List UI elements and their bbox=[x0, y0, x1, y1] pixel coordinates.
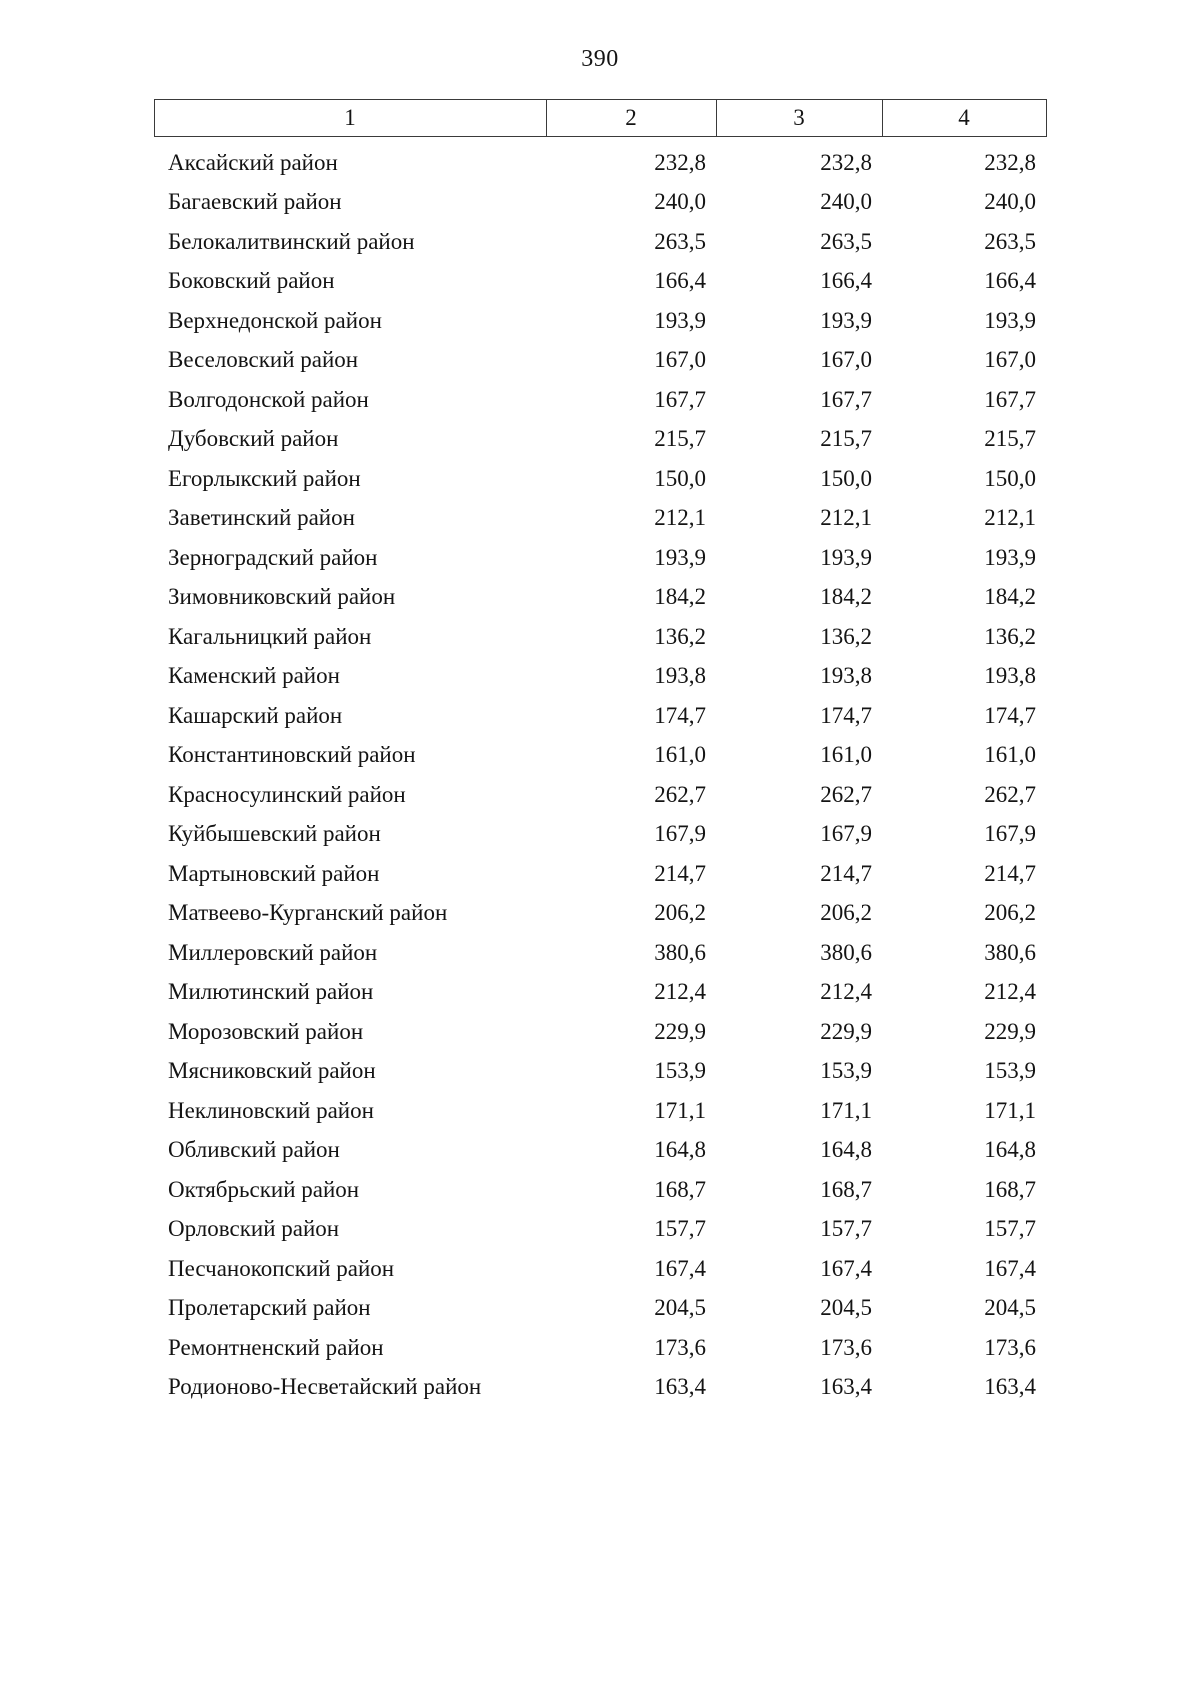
value-cell: 184,2 bbox=[984, 584, 1036, 610]
page-number: 390 bbox=[581, 46, 619, 72]
value-cell: 212,1 bbox=[654, 505, 706, 531]
value-cell: 193,9 bbox=[820, 544, 872, 570]
value-cell: 214,7 bbox=[984, 860, 1036, 886]
value-cell: 184,2 bbox=[654, 584, 706, 610]
districts-table bbox=[154, 99, 1047, 1407]
table-header bbox=[154, 100, 1046, 137]
value-cell: 232,8 bbox=[820, 149, 872, 175]
district-name: Белокалитвинский район bbox=[168, 228, 415, 254]
value-cell: 167,7 bbox=[984, 386, 1036, 412]
value-cell: 167,0 bbox=[654, 347, 706, 373]
value-cell: 166,4 bbox=[984, 268, 1036, 294]
table-row bbox=[154, 420, 1046, 460]
value-cell: 166,4 bbox=[820, 268, 872, 294]
table-row bbox=[154, 1328, 1046, 1368]
value-cell: 232,8 bbox=[984, 149, 1036, 175]
value-cell: 173,6 bbox=[654, 1334, 706, 1360]
table-row bbox=[154, 341, 1046, 381]
value-cell: 150,0 bbox=[820, 465, 872, 491]
value-cell: 167,9 bbox=[984, 821, 1036, 847]
district-name: Песчанокопский район bbox=[168, 1255, 395, 1281]
value-cell: 215,7 bbox=[654, 426, 706, 452]
value-cell: 167,4 bbox=[654, 1255, 706, 1281]
value-cell: 167,7 bbox=[654, 386, 706, 412]
value-cell: 167,4 bbox=[820, 1255, 872, 1281]
value-cell: 167,7 bbox=[820, 386, 872, 412]
value-cell: 167,9 bbox=[654, 821, 706, 847]
value-cell: 164,8 bbox=[820, 1137, 872, 1163]
value-cell: 232,8 bbox=[654, 149, 706, 175]
table-row bbox=[154, 657, 1046, 697]
value-cell: 161,0 bbox=[984, 742, 1036, 768]
header-cell-4: 4 bbox=[882, 100, 1046, 137]
value-cell: 136,2 bbox=[820, 623, 872, 649]
value-cell: 171,1 bbox=[984, 1097, 1036, 1123]
district-name: Заветинский район bbox=[168, 505, 355, 531]
table-row bbox=[154, 933, 1046, 973]
table-row bbox=[154, 1289, 1046, 1329]
value-cell: 174,7 bbox=[820, 702, 872, 728]
table-row bbox=[154, 380, 1046, 420]
value-cell: 240,0 bbox=[654, 189, 706, 215]
value-cell: 153,9 bbox=[654, 1058, 706, 1084]
value-cell: 229,9 bbox=[984, 1018, 1036, 1044]
district-name: Зимовниковский район bbox=[168, 584, 396, 610]
table-row bbox=[154, 1012, 1046, 1052]
value-cell: 212,4 bbox=[984, 979, 1036, 1005]
value-cell: 157,7 bbox=[984, 1216, 1036, 1242]
value-cell: 150,0 bbox=[984, 465, 1036, 491]
table-body bbox=[154, 137, 1046, 1408]
district-name: Каменский район bbox=[168, 663, 340, 689]
district-name: Красносулинский район bbox=[168, 781, 406, 807]
value-cell: 229,9 bbox=[654, 1018, 706, 1044]
value-cell: 174,7 bbox=[984, 702, 1036, 728]
value-cell: 184,2 bbox=[820, 584, 872, 610]
value-cell: 163,4 bbox=[820, 1374, 872, 1400]
district-name: Куйбышевский район bbox=[168, 821, 381, 847]
value-cell: 174,7 bbox=[654, 702, 706, 728]
table-row bbox=[154, 459, 1046, 499]
district-name: Мартыновский район bbox=[168, 860, 380, 886]
value-cell: 206,2 bbox=[654, 900, 706, 926]
value-cell: 215,7 bbox=[820, 426, 872, 452]
value-cell: 167,4 bbox=[984, 1255, 1036, 1281]
table-row bbox=[154, 222, 1046, 262]
district-name: Миллеровский район bbox=[168, 939, 378, 965]
table-row bbox=[154, 696, 1046, 736]
value-cell: 153,9 bbox=[820, 1058, 872, 1084]
header-cell-2: 2 bbox=[546, 100, 716, 137]
table-row bbox=[154, 1368, 1046, 1408]
value-cell: 215,7 bbox=[984, 426, 1036, 452]
value-cell: 212,4 bbox=[820, 979, 872, 1005]
header-cell-3: 3 bbox=[716, 100, 882, 137]
district-name: Аксайский район bbox=[168, 149, 338, 175]
value-cell: 161,0 bbox=[820, 742, 872, 768]
district-name: Морозовский район bbox=[168, 1018, 364, 1044]
value-cell: 240,0 bbox=[984, 189, 1036, 215]
district-name: Егорлыкский район bbox=[168, 465, 361, 491]
value-cell: 167,0 bbox=[984, 347, 1036, 373]
district-name: Константиновский район bbox=[168, 742, 416, 768]
district-name: Октябрьский район bbox=[168, 1176, 360, 1202]
value-cell: 193,9 bbox=[820, 307, 872, 333]
value-cell: 136,2 bbox=[984, 623, 1036, 649]
table-row bbox=[154, 1052, 1046, 1092]
value-cell: 262,7 bbox=[984, 781, 1036, 807]
district-name: Милютинский район bbox=[168, 979, 374, 1005]
value-cell: 163,4 bbox=[654, 1374, 706, 1400]
table-row bbox=[154, 578, 1046, 618]
table-row bbox=[154, 894, 1046, 934]
table-row bbox=[154, 736, 1046, 776]
value-cell: 204,5 bbox=[820, 1295, 872, 1321]
table-row bbox=[154, 1210, 1046, 1250]
value-cell: 193,9 bbox=[984, 544, 1036, 570]
district-name: Обливский район bbox=[168, 1137, 340, 1163]
value-cell: 204,5 bbox=[984, 1295, 1036, 1321]
district-name: Пролетарский район bbox=[168, 1295, 371, 1321]
value-cell: 167,9 bbox=[820, 821, 872, 847]
table-row bbox=[154, 1170, 1046, 1210]
district-name: Мясниковский район bbox=[168, 1058, 376, 1084]
value-cell: 168,7 bbox=[820, 1176, 872, 1202]
district-name: Орловский район bbox=[168, 1216, 340, 1242]
value-cell: 380,6 bbox=[820, 939, 872, 965]
value-cell: 204,5 bbox=[654, 1295, 706, 1321]
value-cell: 206,2 bbox=[820, 900, 872, 926]
value-cell: 153,9 bbox=[984, 1058, 1036, 1084]
value-cell: 212,1 bbox=[984, 505, 1036, 531]
value-cell: 157,7 bbox=[654, 1216, 706, 1242]
value-cell: 161,0 bbox=[654, 742, 706, 768]
table-row bbox=[154, 183, 1046, 223]
value-cell: 163,4 bbox=[984, 1374, 1036, 1400]
value-cell: 168,7 bbox=[654, 1176, 706, 1202]
value-cell: 240,0 bbox=[820, 189, 872, 215]
value-cell: 263,5 bbox=[654, 228, 706, 254]
table-row bbox=[154, 1249, 1046, 1289]
value-cell: 193,8 bbox=[654, 663, 706, 689]
value-cell: 214,7 bbox=[654, 860, 706, 886]
table-row bbox=[154, 1131, 1046, 1171]
value-cell: 193,9 bbox=[654, 307, 706, 333]
value-cell: 150,0 bbox=[654, 465, 706, 491]
value-cell: 380,6 bbox=[984, 939, 1036, 965]
value-cell: 380,6 bbox=[654, 939, 706, 965]
header-cell-1: 1 bbox=[154, 100, 546, 137]
table-row bbox=[154, 301, 1046, 341]
value-cell: 263,5 bbox=[984, 228, 1036, 254]
value-cell: 164,8 bbox=[984, 1137, 1036, 1163]
district-name: Зерноградский район bbox=[168, 544, 378, 570]
value-cell: 164,8 bbox=[654, 1137, 706, 1163]
value-cell: 168,7 bbox=[984, 1176, 1036, 1202]
value-cell: 263,5 bbox=[820, 228, 872, 254]
district-name: Родионово-Несветайский район bbox=[168, 1374, 482, 1400]
district-name: Волгодонской район bbox=[168, 386, 369, 412]
table-row bbox=[154, 499, 1046, 539]
value-cell: 167,0 bbox=[820, 347, 872, 373]
value-cell: 136,2 bbox=[654, 623, 706, 649]
value-cell: 171,1 bbox=[820, 1097, 872, 1123]
value-cell: 229,9 bbox=[820, 1018, 872, 1044]
table-row bbox=[154, 815, 1046, 855]
value-cell: 206,2 bbox=[984, 900, 1036, 926]
value-cell: 193,8 bbox=[984, 663, 1036, 689]
table-row bbox=[154, 617, 1046, 657]
district-name: Ремонтненский район bbox=[168, 1334, 384, 1360]
district-name: Кашарский район bbox=[168, 702, 343, 728]
value-cell: 212,1 bbox=[820, 505, 872, 531]
value-cell: 193,9 bbox=[654, 544, 706, 570]
table-row bbox=[154, 538, 1046, 578]
value-cell: 193,8 bbox=[820, 663, 872, 689]
table-row bbox=[154, 775, 1046, 815]
district-name: Боковский район bbox=[168, 268, 335, 294]
value-cell: 214,7 bbox=[820, 860, 872, 886]
value-cell: 193,9 bbox=[984, 307, 1036, 333]
value-cell: 173,6 bbox=[984, 1334, 1036, 1360]
table-row bbox=[154, 137, 1046, 183]
value-cell: 171,1 bbox=[654, 1097, 706, 1123]
value-cell: 262,7 bbox=[654, 781, 706, 807]
table-row bbox=[154, 1091, 1046, 1131]
district-name: Неклиновский район bbox=[168, 1097, 374, 1123]
value-cell: 212,4 bbox=[654, 979, 706, 1005]
district-name: Кагальницкий район bbox=[168, 623, 372, 649]
table-row bbox=[154, 973, 1046, 1013]
district-name: Дубовский район bbox=[168, 426, 339, 452]
district-name: Верхнедонской район bbox=[168, 307, 382, 333]
value-cell: 262,7 bbox=[820, 781, 872, 807]
value-cell: 157,7 bbox=[820, 1216, 872, 1242]
district-name: Веселовский район bbox=[168, 347, 359, 373]
value-cell: 166,4 bbox=[654, 268, 706, 294]
value-cell: 173,6 bbox=[820, 1334, 872, 1360]
district-name: Матвеево-Курганский район bbox=[168, 900, 448, 926]
table-row bbox=[154, 854, 1046, 894]
table-row bbox=[154, 262, 1046, 302]
district-name: Багаевский район bbox=[168, 189, 342, 215]
header-row bbox=[154, 100, 1046, 137]
